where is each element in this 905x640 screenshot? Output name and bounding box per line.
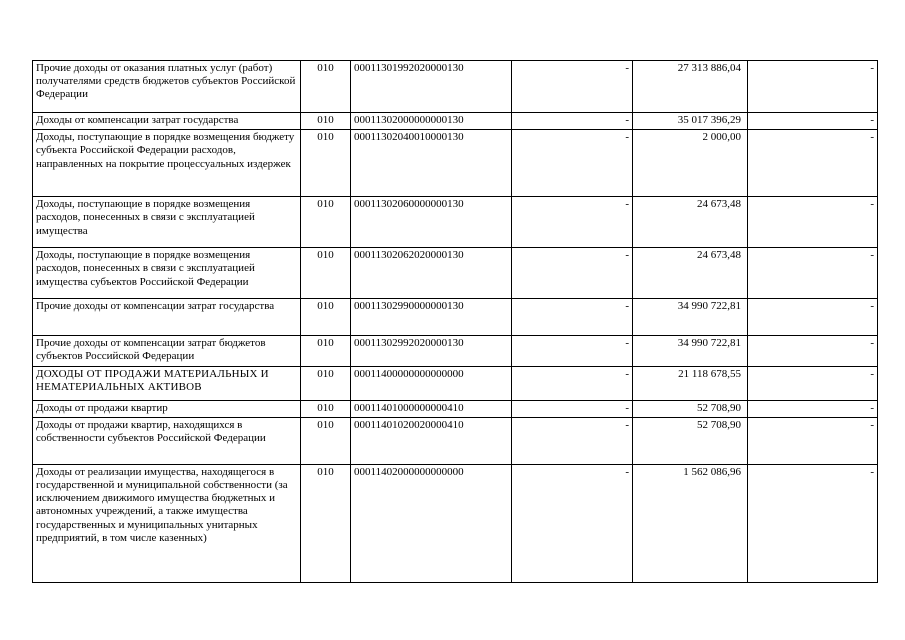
- income-name-cell: Доходы от компенсации затрат государства: [33, 113, 301, 130]
- table-row: [33, 464, 878, 582]
- executed-amount-cell: 34 990 722,81: [633, 336, 748, 366]
- planned-amount-cell: -: [512, 464, 633, 582]
- executed-amount-cell: 2 000,00: [633, 130, 748, 197]
- table-row: [33, 366, 878, 400]
- remaining-amount-cell: -: [748, 336, 878, 366]
- remaining-amount-cell: -: [748, 130, 878, 197]
- planned-amount-cell: -: [512, 248, 633, 299]
- table-row: [33, 61, 878, 113]
- planned-amount-cell: -: [512, 400, 633, 417]
- budget-classification-code-cell: 00011301992020000130: [351, 61, 512, 113]
- table-row: [33, 248, 878, 299]
- table-row: [33, 130, 878, 197]
- remaining-amount-cell: -: [748, 61, 878, 113]
- budget-classification-code-cell: 00011401000000000410: [351, 400, 512, 417]
- budget-classification-code-cell: 00011400000000000000: [351, 366, 512, 400]
- line-code-cell: 010: [301, 366, 351, 400]
- line-code-cell: 010: [301, 248, 351, 299]
- line-code-cell: 010: [301, 417, 351, 464]
- income-name-cell: Доходы, поступающие в порядке возмещения расходов, понесенных в связи с эксплуатацией имущества: [33, 197, 301, 248]
- table-row: [33, 197, 878, 248]
- line-code-cell: 010: [301, 336, 351, 366]
- line-code-cell: 010: [301, 464, 351, 582]
- budget-classification-code-cell: 00011401020020000410: [351, 417, 512, 464]
- income-name-cell: Прочие доходы от оказания платных услуг (работ) получателями средств бюджетов субъектов Российской Федерации: [33, 61, 301, 113]
- planned-amount-cell: -: [512, 130, 633, 197]
- remaining-amount-cell: -: [748, 366, 878, 400]
- remaining-amount-cell: -: [748, 197, 878, 248]
- income-name-cell: ДОХОДЫ ОТ ПРОДАЖИ МАТЕРИАЛЬНЫХ И НЕМАТЕРИАЛЬНЫХ АКТИВОВ: [33, 366, 301, 400]
- executed-amount-cell: 24 673,48: [633, 197, 748, 248]
- remaining-amount-cell: -: [748, 400, 878, 417]
- remaining-amount-cell: -: [748, 417, 878, 464]
- line-code-cell: 010: [301, 61, 351, 113]
- table-row: [33, 336, 878, 366]
- budget-classification-code-cell: 00011402000000000000: [351, 464, 512, 582]
- income-name-cell: Прочие доходы от компенсации затрат государства: [33, 299, 301, 336]
- income-name-cell: Доходы от продажи квартир: [33, 400, 301, 417]
- executed-amount-cell: 1 562 086,96: [633, 464, 748, 582]
- executed-amount-cell: 24 673,48: [633, 248, 748, 299]
- table-row: [33, 400, 878, 417]
- table-row: [33, 113, 878, 130]
- executed-amount-cell: 52 708,90: [633, 417, 748, 464]
- planned-amount-cell: -: [512, 61, 633, 113]
- planned-amount-cell: -: [512, 417, 633, 464]
- remaining-amount-cell: -: [748, 248, 878, 299]
- income-name-cell: Прочие доходы от компенсации затрат бюджетов субъектов Российской Федерации: [33, 336, 301, 366]
- budget-classification-code-cell: 00011302062020000130: [351, 248, 512, 299]
- income-name-cell: Доходы от продажи квартир, находящихся в собственности субъектов Российской Федерации: [33, 417, 301, 464]
- executed-amount-cell: 27 313 886,04: [633, 61, 748, 113]
- line-code-cell: 010: [301, 299, 351, 336]
- income-name-cell: Доходы, поступающие в порядке возмещения расходов, понесенных в связи с эксплуатацией имущества субъектов Российской Федерации: [33, 248, 301, 299]
- remaining-amount-cell: -: [748, 299, 878, 336]
- planned-amount-cell: -: [512, 299, 633, 336]
- executed-amount-cell: 35 017 396,29: [633, 113, 748, 130]
- budget-classification-code-cell: 00011302060000000130: [351, 197, 512, 248]
- budget-classification-code-cell: 00011302040010000130: [351, 130, 512, 197]
- income-name-cell: Доходы от реализации имущества, находящегося в государственной и муниципальной собственности (за исключением движимого имущества бюджетных и автономных учреждений, а также имущества государственных и муниципальных унитарных предприятий, в том числе казенных): [33, 464, 301, 582]
- line-code-cell: 010: [301, 113, 351, 130]
- planned-amount-cell: -: [512, 197, 633, 248]
- planned-amount-cell: -: [512, 336, 633, 366]
- planned-amount-cell: -: [512, 113, 633, 130]
- budget-classification-code-cell: 00011302992020000130: [351, 336, 512, 366]
- table-row: [33, 299, 878, 336]
- budget-classification-code-cell: 00011302000000000130: [351, 113, 512, 130]
- planned-amount-cell: -: [512, 366, 633, 400]
- budget-classification-code-cell: 00011302990000000130: [351, 299, 512, 336]
- table-row: [33, 417, 878, 464]
- executed-amount-cell: 34 990 722,81: [633, 299, 748, 336]
- income-table: [32, 60, 878, 583]
- executed-amount-cell: 52 708,90: [633, 400, 748, 417]
- executed-amount-cell: 21 118 678,55: [633, 366, 748, 400]
- income-name-cell: Доходы, поступающие в порядке возмещения бюджету субъекта Российской Федерации расходов, направленных на покрытие процессуальных издержек: [33, 130, 301, 197]
- remaining-amount-cell: -: [748, 113, 878, 130]
- remaining-amount-cell: -: [748, 464, 878, 582]
- line-code-cell: 010: [301, 197, 351, 248]
- line-code-cell: 010: [301, 400, 351, 417]
- line-code-cell: 010: [301, 130, 351, 197]
